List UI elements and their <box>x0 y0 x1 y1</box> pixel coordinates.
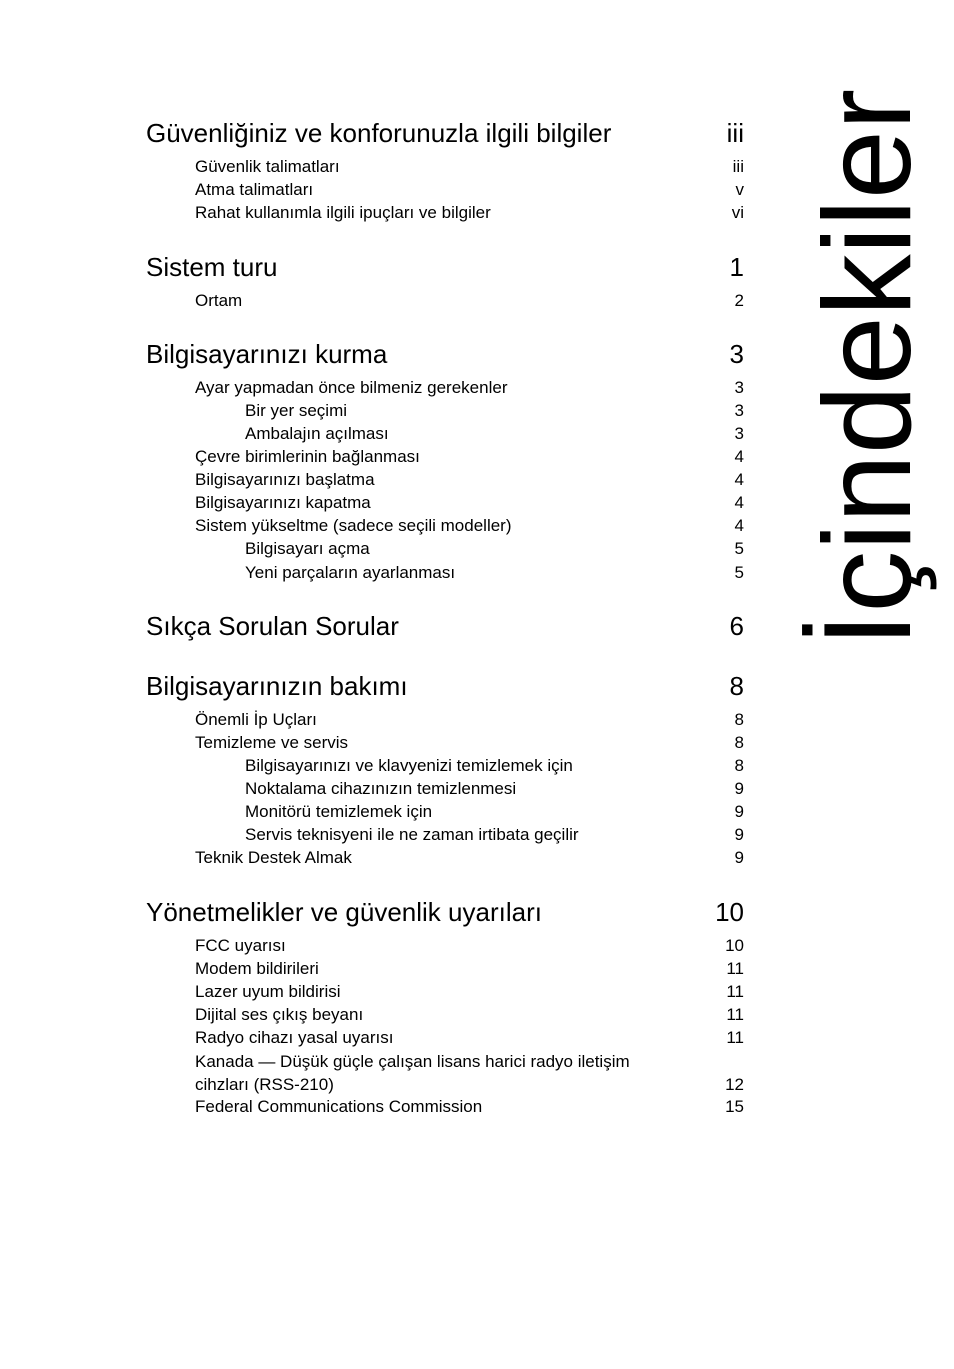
toc-entry-label: Çevre birimlerinin bağlanması <box>195 447 420 466</box>
toc-entry-level3[interactable] <box>0 801 744 823</box>
toc-entry-page: 11 <box>726 1005 744 1024</box>
toc-entry-label: Atma talimatları <box>195 180 314 199</box>
toc-entry-page: 15 <box>725 1097 744 1116</box>
toc-entry-level3[interactable] <box>0 423 744 445</box>
toc-entry-label: Monitörü temizlemek için <box>245 802 433 821</box>
toc-entry-label: Federal Communications Commission <box>195 1097 483 1116</box>
toc-entry-page: 10 <box>715 897 744 927</box>
toc-entry-page: 6 <box>729 611 744 641</box>
toc-entry-level2[interactable] <box>0 958 744 980</box>
toc-entry-label: Lazer uyum bildirisi <box>195 982 341 1001</box>
toc-entry-page: v <box>735 180 744 199</box>
toc-entry-page: 9 <box>734 779 744 798</box>
toc-entry-level2[interactable] <box>0 469 744 491</box>
toc-entry-page: 3 <box>734 378 744 397</box>
toc-entry-label: Dijital ses çıkış beyanı <box>195 1005 364 1024</box>
toc-entry-level2[interactable] <box>0 1027 744 1049</box>
toc-entry-label: Rahat kullanımla ilgili ipuçları ve bilgiler <box>195 203 491 222</box>
toc-entry-label: Kanada — Düşük güçle çalışan lisans harici radyo iletişim cihzları (RSS-210) <box>195 1052 630 1094</box>
toc-entry-page: 12 <box>725 1075 744 1094</box>
toc-entry-level2[interactable] <box>0 290 744 312</box>
toc-entry-page: 4 <box>734 493 744 512</box>
toc-entry-level1[interactable] <box>0 895 744 929</box>
toc-entry-label: Sistem yükseltme (sadece seçili modeller) <box>195 516 512 535</box>
toc-entry-label: Bilgisayarınızı kurma <box>146 339 388 369</box>
toc-entry-level2[interactable] <box>0 492 744 514</box>
toc-entry-page: vi <box>731 203 744 222</box>
toc-entry-level2[interactable] <box>0 515 744 537</box>
toc-entry-page: 9 <box>734 848 744 867</box>
toc-entry-label: Bilgisayarınızı başlatma <box>195 470 375 489</box>
toc-entry-level2[interactable] <box>0 935 744 957</box>
toc-entry-page: 11 <box>726 1028 744 1047</box>
toc-entry-label: Radyo cihazı yasal uyarısı <box>195 1028 394 1047</box>
toc-entry-label: Ayar yapmadan önce bilmeniz gerekenler <box>195 378 508 397</box>
toc-entry-page: 9 <box>734 802 744 821</box>
toc-entry-label: Güvenlik talimatları <box>195 157 340 176</box>
toc-entry-label: Bilgisayarı açma <box>245 539 370 558</box>
toc-entry-label: Bilgisayarınızı kapatma <box>195 493 371 512</box>
toc-entry-page: 3 <box>734 401 744 420</box>
toc-entry-label: Ortam <box>195 291 243 310</box>
toc-entry-label: Önemli İp Uçları <box>195 710 317 729</box>
toc-entry-label: Modem bildirileri <box>195 959 319 978</box>
toc-entry-level2[interactable] <box>0 377 744 399</box>
toc-entry-label: Temizleme ve servis <box>195 733 349 752</box>
toc-entry-page: 4 <box>734 447 744 466</box>
toc-entry-page: 5 <box>734 539 744 558</box>
toc-entry-page: 9 <box>734 825 744 844</box>
toc-entry-level2[interactable] <box>0 202 744 224</box>
toc-entry-page: 1 <box>729 252 744 282</box>
toc-entry-level2[interactable] <box>0 1096 744 1118</box>
toc-entry-label: FCC uyarısı <box>195 936 286 955</box>
toc-entry-level3[interactable] <box>0 562 744 584</box>
toc-entry-level1[interactable] <box>0 250 744 284</box>
toc-entry-level2[interactable] <box>0 981 744 1003</box>
toc-entry-label: Ambalajın açılması <box>245 424 389 443</box>
toc-entry-level3[interactable] <box>0 824 744 846</box>
toc-entry-level2[interactable] <box>0 847 744 869</box>
toc-entry-level3[interactable] <box>0 778 744 800</box>
toc-entry-label: Güvenliğiniz ve konforunuzla ilgili bilgiler <box>146 118 612 148</box>
toc-entry-label: Noktalama cihazınızın temizlenmesi <box>245 779 517 798</box>
toc-entry-page: iii <box>726 118 744 148</box>
toc-entry-page: 11 <box>726 959 744 978</box>
toc-entry-page: 10 <box>725 936 744 955</box>
toc-entry-page: 4 <box>734 516 744 535</box>
toc-entry-level1[interactable] <box>0 609 744 643</box>
toc-entry-level1[interactable] <box>0 337 744 371</box>
toc-entry-page: 8 <box>734 756 744 775</box>
toc-entry-page: 3 <box>734 424 744 443</box>
toc-entry-level2[interactable] <box>0 179 744 201</box>
toc-entry-page: iii <box>732 157 744 176</box>
toc-entry-level2[interactable] <box>0 732 744 754</box>
toc-entry-label: Bilgisayarınızın bakımı <box>146 671 408 701</box>
toc-entry-level3[interactable] <box>0 538 744 560</box>
toc-entry-label: Sistem turu <box>146 252 278 282</box>
toc-entry-level2[interactable] <box>0 156 744 178</box>
toc-entry-page: 3 <box>729 339 744 369</box>
toc-entry-label: Sıkça Sorulan Sorular <box>146 611 399 641</box>
toc-entry-level2[interactable] <box>0 1050 744 1096</box>
toc-entry-level1[interactable] <box>0 116 744 150</box>
toc-entry-label: Bilgisayarınızı ve klavyenizi temizlemek için <box>245 756 573 775</box>
toc-entry-page: 8 <box>734 710 744 729</box>
chapter-title-text: İçindekiler <box>799 88 937 648</box>
toc-entry-label: Servis teknisyeni ile ne zaman irtibata geçilir <box>245 825 579 844</box>
chapter-title-vertical <box>799 88 937 648</box>
toc-entry-label: Yönetmelikler ve güvenlik uyarıları <box>146 897 542 927</box>
toc-entry-label: Yeni parçaların ayarlanması <box>245 563 456 582</box>
toc-entry-page: 4 <box>734 470 744 489</box>
toc-entry-level1[interactable] <box>0 669 744 703</box>
toc-entry-page: 8 <box>729 671 744 701</box>
toc-entry-level2[interactable] <box>0 1004 744 1026</box>
toc-entry-label: Teknik Destek Almak <box>195 848 352 867</box>
toc-entry-level3[interactable] <box>0 755 744 777</box>
toc-entry-level2[interactable] <box>0 709 744 731</box>
toc-entry-level2[interactable] <box>0 446 744 468</box>
toc-entry-page: 8 <box>734 733 744 752</box>
toc-entry-page: 11 <box>726 982 744 1001</box>
toc-entry-page: 5 <box>734 563 744 582</box>
toc-entry-level3[interactable] <box>0 400 744 422</box>
toc-entry-label: Bir yer seçimi <box>245 401 348 420</box>
toc-entry-page: 2 <box>734 291 744 310</box>
